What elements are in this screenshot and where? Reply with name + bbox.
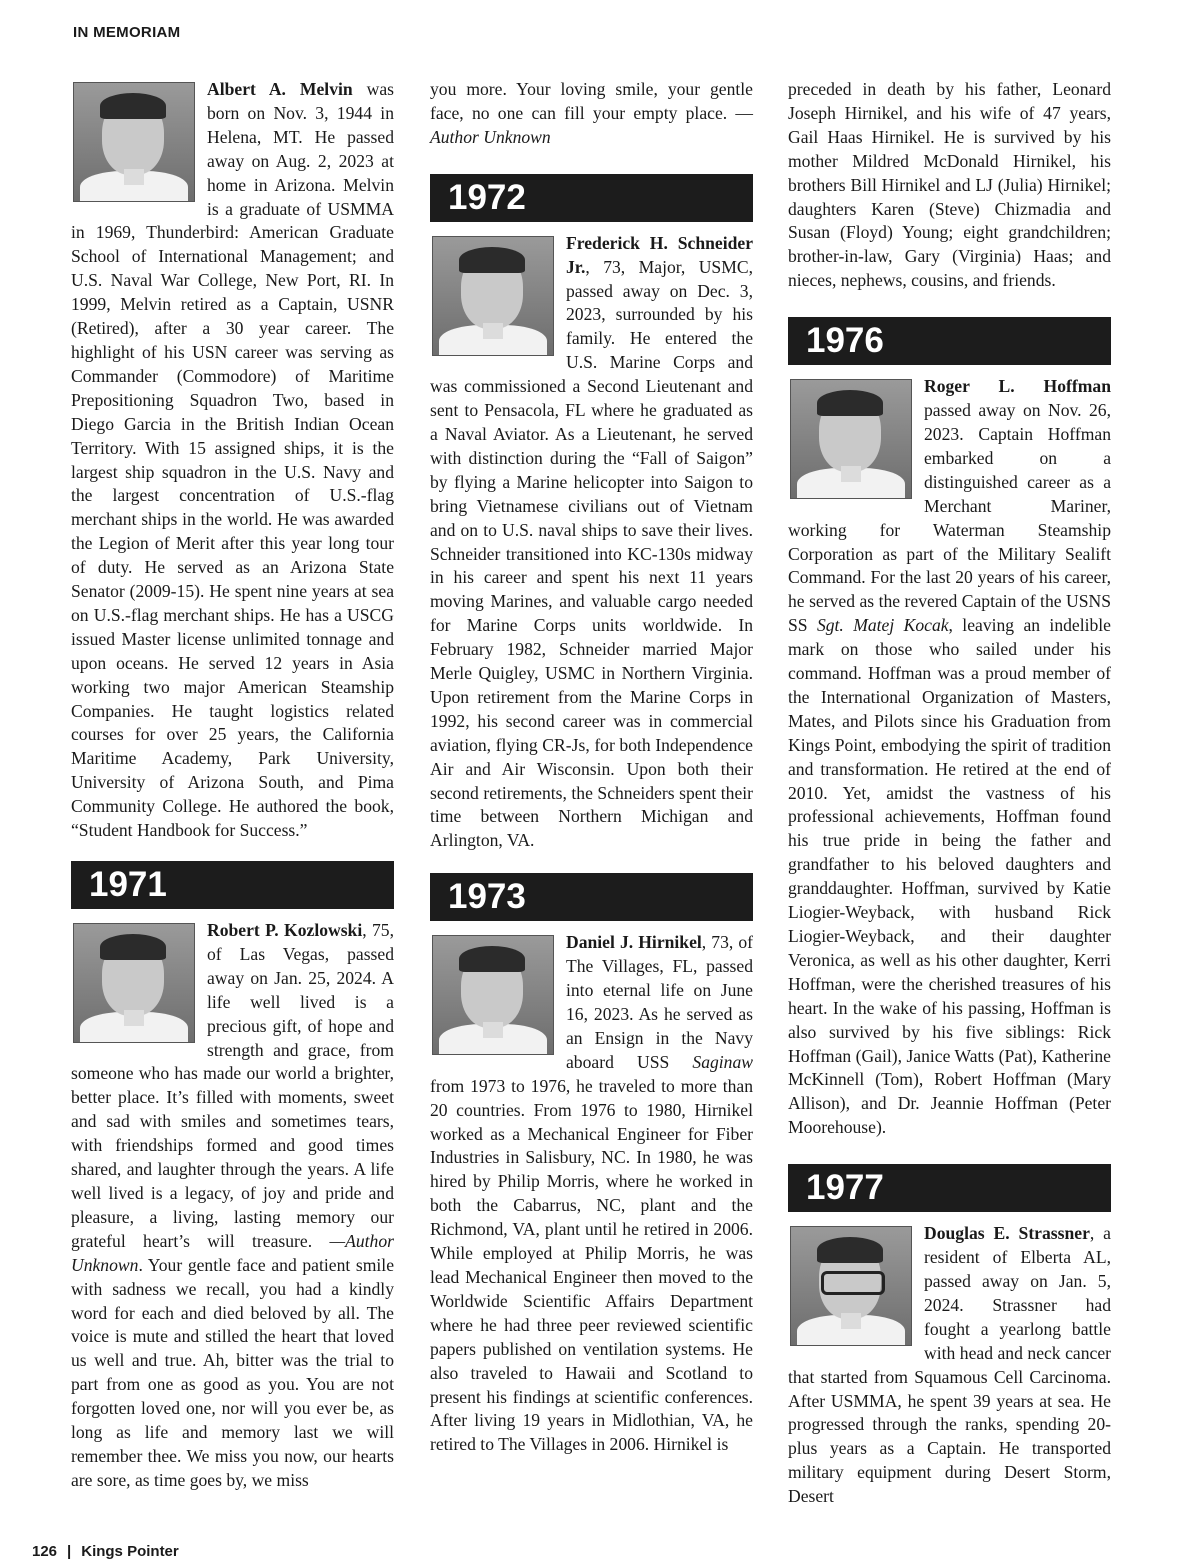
year-heading-1971: 1971 — [71, 861, 394, 909]
column-2 — [430, 78, 753, 1457]
continuation-text: you more. Your loving smile, your gentle face, no one can fill your empty place. — — [430, 79, 753, 123]
year-heading-1972: 1972 — [430, 174, 753, 222]
column-1 — [71, 78, 394, 1493]
obituary-text: , leaving an indelible mark on those who sailed under his command. Hoffman was a proud member of the International Organization of Masters, Mates, and Pilots since his Graduation from Kings Point, embodying the spirit of tradition and transformation. He retired at the end of 2010. Yet, amidst the vastness of his professional achievements, Hoffman found his true pride in being the father and grandfather to his beloved daughters and granddaughter. Hoffman, survived by Katie Liogier-Weyback, with husband Rick Liogier-Weyback, and their daughter Veronica, as well as his other daughter, Kerri Hoffman, were the cherished treasures of his heart. In the wake of his passing, Hoffman is also survived by his five siblings: Rick Hoffman (Gail), Janice Watts (Pat), Katherine McKinnell (Tom), Robert Hoffman (Mary Allison), and Dr. Jeannie Hoffman (Peter Moorehouse). — [788, 615, 1111, 1138]
obituary-text: from 1973 to 1976, he traveled to more than 20 countries. From 1976 to 1980, Hirnikel worked as a Mechanical Engineer for Fiber Industries in Salisbury, NC. In 1980, he was hired by Philip Morris, where he worked in both the Cabarrus, NC, plant and the Richmond, VA, plant until he retired in 2006. While employed at Philip Morris, he was lead Mechanical Engineer then moved to the Worldwide Scientific Affairs Department where he had three peer reviewed scientific papers published on ventilation systems. He also traveled to Hawaii and Scotland to present his findings at scientific conferences. After living 19 years in Midlothian, VA, he retired to The Villages in 2006. Hirnikel is — [430, 1075, 753, 1455]
portrait-photo-kozlowski — [73, 923, 195, 1043]
obituary-text: passed away on Nov. 26, 2023. Captain Hoffman embarked on a distinguished career as a Merchant Mariner, working for Waterman Steamship Corporation as part of the Military Sealift Command. For the last 20 years of his career, he served as the revered Captain of the USNS SS — [788, 400, 1111, 636]
portrait-photo-hirnikel — [432, 935, 554, 1055]
obituary-text: . Your gentle face and patient smile with sadness we recall, you had a kindly word for each and died beloved by all. The voice is mute and stilled the heart that loved us well and true. Ah, bitter was the trial to part from one as good as you. You are not forgotten loved one, nor will you ever be, as long as life and memory last we will remember thee. We miss you now, our hearts are sore, as time goes by, we miss — [71, 1254, 394, 1490]
obituary-name: Albert A. Melvin — [207, 79, 353, 99]
obituary-attribution: —Author Unknown — [71, 1230, 394, 1275]
year-heading-1977: 1977 — [788, 1164, 1111, 1212]
page-number: 126 — [32, 1543, 58, 1560]
continuation-author: Author Unknown — [430, 126, 551, 147]
obituary-text: , 75, of Las Vegas, passed away on Jan. 25, 2024. A life well lived is a precious gift, of hope and strength and grace, from someone who has made our world a brighter, better place. It’s filled with moments, sweet and sad with smiles and sometimes tears, with friendships formed and good times shared, and laughter through the years. A life well lived is a legacy, of joy and pride and pleasure, a living, lasting memory our grateful heart’s will treasure. — [71, 920, 394, 1251]
obituary-text: , a resident of Elberta AL, passed away on Jan. 5, 2024. Strassner had fought a yearlong battle with head and neck cancer that started from Squamous Cell Carcinoma. After USMMA, he spent 39 years at sea. He progressed through the ranks, spending 20-plus years as a Captain. He transported military equipment during Desert Storm, Desert — [788, 1223, 1111, 1507]
obituary-continuation: preceded in death by his father, Leonard Joseph Hirnikel, and his wife of 47 years, Gail Haas Hirnikel. He is survived by his mother Mildred McDonald Hirnikel, his brothers Bill Hirnikel and LJ (Julia) Hirnikel; daughters Karen (Steve) Chizmadia and Susan (Floyd) Young; eight grandchildren; brother-in-law, Gary (Virginia) Haas; and nieces, nephews, cousins, and friends. — [788, 79, 1111, 291]
column-3 — [788, 78, 1111, 1509]
portrait-photo-schneider — [432, 236, 554, 356]
portrait-photo-strassner — [790, 1226, 912, 1346]
obituary-continuation — [430, 78, 753, 150]
obituary-name: Douglas E. Strassner — [924, 1223, 1090, 1244]
year-heading-1976: 1976 — [788, 317, 1111, 365]
page-footer — [32, 1543, 179, 1560]
obituary-name: Frederick H. Schneider Jr. — [566, 232, 753, 277]
footer-separator: | — [67, 1543, 72, 1560]
obituary-name: Robert P. Kozlowski — [207, 920, 363, 940]
obituary-name: Daniel J. Hirnikel — [566, 932, 702, 953]
obituary-name: Roger L. Hoffman — [924, 376, 1111, 397]
publication-name: Kings Pointer — [81, 1543, 179, 1560]
obituary-text: , 73, Major, USMC, passed away on Dec. 3, 2023, surrounded by his family. He entered the U.S. Marine Corps and was commissioned a Second Lieutenant and sent to Pensacola, FL where he graduated as a Naval Aviator. As a Lieutenant, he served with distinction during the “Fall of Saigon” by flying a Marine helicopter into Saigon to bring Vietnamese civilians out of Vietnam and on to U.S. naval ships to save their lives. Schneider transitioned into KC-130s midway in his career and spent his next 11 years moving Marines, and valuable cargo needed for Marine Corps units worldwide. In February 1982, Schneider married Major Merle Quigley, USMC in Northern Virginia. Upon retirement from the Marine Corps in 1992, his second career was in commercial aviation, flying CR-Js, for both Independence Air and Air Wisconsin. Upon both their second retirements, the Schneiders spent their time between Northern Michigan and Arlington, VA. — [430, 256, 753, 851]
ship-name: Sgt. Matej Kocak — [816, 615, 949, 636]
obituary-text: , 73, of The Villages, FL, passed into eternal life on June 16, 2023. As he served as an Ensign in the Navy aboard USS — [566, 932, 753, 1072]
portrait-photo-melvin — [73, 82, 195, 202]
obituary-text: was born on Nov. 3, 1944 in Helena, MT. He passed away on Aug. 2, 2023 at home in Arizona. Melvin is a graduate of USMMA in 1969, Thunderbird: American Graduate School of International Management; and U.S. Naval War College, New Port, RI. In 1999, Melvin retired as a Captain, USNR (Retired), after a 30 year career. The highlight of his USN career was serving as Commander (Commodore) of Maritime Prepositioning Squadron Two, based in Diego Garcia in the British Indian Ocean Territory. With 15 assigned ships, it is the largest ship squadron in the U.S. Navy and the largest concentration of U.S.-flag merchant ships in the world. He was awarded the Legion of Merit after this year long tour of duty. He served as an Arizona State Senator (2009-15). He spent nine years at sea on U.S.-flag merchant ships. He has a USCG issued Master license unlimited tonnage and upon oceans. He served 12 years in Asia working two major American Steamship Companies. He taught logistics related courses for over 25 years, the California Maritime Academy, Park University, University of Arizona South, and Pima Community College. He authored the book, “Student Handbook for Success.” — [71, 79, 394, 841]
section-header: IN MEMORIAM — [73, 24, 181, 41]
year-heading-1973: 1973 — [430, 873, 753, 921]
portrait-photo-hoffman — [790, 379, 912, 499]
ship-name: Saginaw — [692, 1051, 753, 1072]
